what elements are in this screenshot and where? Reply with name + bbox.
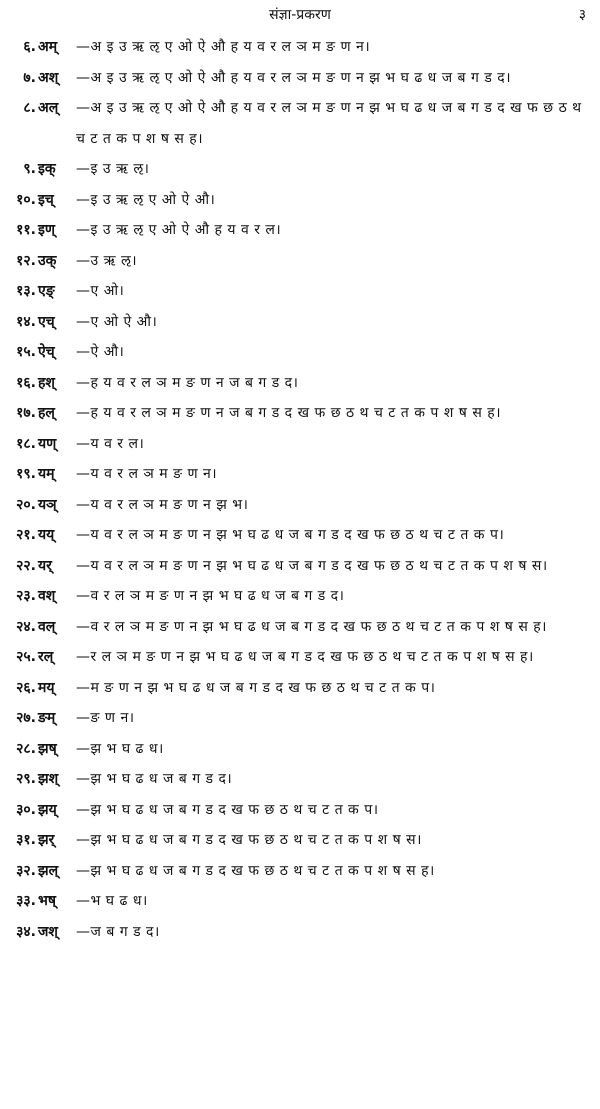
page-number: ३: [578, 7, 586, 23]
entry-number: ८.: [23, 100, 36, 116]
list-item: [0, 93, 600, 154]
entry-number: १८.: [16, 435, 36, 452]
entry-term: वश्: [38, 588, 56, 604]
entry-term: झय्: [38, 801, 57, 818]
list-item: [0, 764, 600, 795]
list-item: [0, 459, 600, 490]
entry-term: यञ्: [38, 496, 57, 513]
entry-term: इच्: [38, 191, 54, 208]
entry-letters: —भ घ ढ ध।: [76, 893, 148, 909]
entry-number: १०.: [16, 191, 36, 208]
running-title: संज्ञा-प्रकरण: [269, 7, 331, 23]
entry-number: १७.: [16, 405, 36, 421]
list-item: [0, 795, 600, 826]
list-item: [0, 520, 600, 551]
list-item: [0, 368, 600, 399]
entry-letters: —य व र ल ञ म ङ ण न झ भ घ ढ ध ज ब ग ड द ख फ छ ठ थ च ट त क प श ष स।: [76, 557, 548, 574]
entry-number: २२.: [16, 557, 36, 574]
entry-letters: —ह य व र ल ञ म ङ ण न ज ब ग ड द।: [76, 374, 299, 391]
entry-number: १३.: [16, 283, 36, 299]
entry-term: यम्: [38, 466, 55, 482]
entry-number: ३४.: [16, 923, 36, 940]
entry-letters: —म ङ ण न झ भ घ ढ ध ज ब ग ड द ख फ छ ठ थ च ट त क प।: [76, 679, 436, 696]
entry-letters: —र ल ञ म ङ ण न झ भ घ ढ ध ज ब ग ड द ख फ छ ठ थ च ट त क प श ष स ह।: [76, 649, 534, 665]
list-item: [0, 886, 600, 917]
entry-term: जश्: [38, 923, 58, 940]
entry-letters: —अ इ उ ऋ ऌ ए ओ ऐ औ ह य व र ल ञ म ङ ण न झ भ घ ढ ध ज ब ग ड द।: [76, 69, 512, 86]
entry-number: ९.: [23, 161, 36, 177]
entry-letters: —य व र ल ञ म ङ ण न।: [76, 466, 218, 482]
entry-number: १२.: [16, 252, 36, 269]
entry-term: यर्: [38, 557, 52, 574]
entry-number: १५.: [16, 344, 36, 360]
entry-number: २१.: [16, 527, 36, 543]
entry-letters: —झ भ घ ढ ध ज ब ग ड द ख फ छ ठ थ च ट त क प।: [76, 801, 379, 818]
entry-term: अश्: [38, 69, 59, 86]
entry-letters: —ङ ण न।: [76, 710, 135, 726]
entry-term: हल्: [38, 405, 55, 421]
entry-letters: —ए ओ ऐ औ।: [76, 313, 158, 330]
entry-letters: —इ उ ऋ ऌ ए ओ ऐ औ।: [76, 191, 216, 208]
list-item: [0, 337, 600, 368]
entry-number: २०.: [16, 496, 36, 513]
entry-letters: —झ भ घ ढ ध।: [76, 740, 164, 757]
entry-number: २७.: [16, 710, 36, 726]
entry-letters: —झ भ घ ढ ध ज ब ग ड द ख फ छ ठ थ च ट त क प श ष स।: [76, 832, 422, 848]
list-item: [0, 276, 600, 307]
entry-number: २५.: [16, 649, 36, 665]
entry-term: एङ्: [38, 283, 55, 299]
list-item: [0, 642, 600, 673]
entry-number: २४.: [16, 618, 36, 635]
list-item: [0, 63, 600, 94]
list-item: [0, 551, 600, 582]
entry-number: १९.: [16, 466, 36, 482]
list-item: [0, 825, 600, 856]
entry-letters: —ए ओ।: [76, 283, 125, 299]
entry-number: ६.: [23, 39, 36, 55]
list-item: [0, 917, 600, 948]
entry-letters: —व र ल ञ म ङ ण न झ भ घ ढ ध ज ब ग ड द ख फ छ ठ थ च ट त क प श ष स ह।: [76, 618, 547, 635]
list-item: [0, 215, 600, 246]
entry-term: यण्: [38, 435, 57, 452]
entry-letters: —य व र ल।: [76, 435, 145, 452]
entry-term: हश्: [38, 374, 55, 391]
entry-term: इण्: [38, 222, 55, 238]
entry-number: ३२.: [16, 862, 36, 879]
list-item: [0, 703, 600, 734]
entry-number: २८.: [16, 740, 36, 757]
entry-number: ११.: [16, 222, 36, 238]
list-item: [0, 673, 600, 704]
entry-list: [0, 32, 600, 947]
entry-number: ३०.: [16, 801, 36, 818]
entry-number: ३३.: [16, 893, 36, 909]
list-item: [0, 581, 600, 612]
entry-letters: —इ उ ऋ ऌ।: [76, 161, 150, 177]
list-item: [0, 429, 600, 460]
entry-term: यय्: [38, 527, 55, 543]
entry-number: ३१.: [16, 832, 36, 848]
entry-letters: —अ इ उ ऋ ऌ ए ओ ऐ औ ह य व र ल ञ म ङ ण न झ भ घ ढ ध ज ब ग ड द ख फ छ ठ थ च ट त क प श ष स ह।: [76, 100, 582, 147]
list-item: [0, 154, 600, 185]
entry-term: इक्: [38, 161, 56, 177]
list-item: [0, 185, 600, 216]
entry-letters: —उ ऋ ऌ।: [76, 252, 138, 269]
entry-term: ङम्: [38, 710, 56, 726]
entry-term: झश्: [38, 771, 59, 787]
list-item: [0, 307, 600, 338]
entry-term: मय्: [38, 679, 55, 696]
entry-letters: —य व र ल ञ म ङ ण न झ भ घ ढ ध ज ब ग ड द ख फ छ ठ थ च ट त क प।: [76, 527, 505, 543]
entry-letters: —अ इ उ ऋ ऌ ए ओ ऐ औ ह य व र ल ञ म ङ ण न।: [76, 39, 371, 55]
entry-letters: —व र ल ञ म ङ ण न झ भ घ ढ ध ज ब ग ड द।: [76, 588, 345, 604]
entry-letters: —झ भ घ ढ ध ज ब ग ड द।: [76, 771, 233, 787]
entry-number: २३.: [16, 588, 36, 604]
entry-term: ऐच्: [38, 344, 55, 360]
entry-letters: —य व र ल ञ म ङ ण न झ भ।: [76, 496, 249, 513]
entry-letters: —झ भ घ ढ ध ज ब ग ड द ख फ छ ठ थ च ट त क प श ष स ह।: [76, 862, 435, 879]
entry-term: रल्: [38, 649, 54, 665]
page-header: [0, 6, 600, 30]
entry-number: २६.: [16, 679, 36, 696]
entry-number: १४.: [16, 313, 36, 330]
entry-term: भष्: [38, 893, 56, 909]
entry-term: झर्: [38, 832, 55, 848]
list-item: [0, 246, 600, 277]
list-item: [0, 612, 600, 643]
entry-term: झष्: [38, 740, 57, 757]
entry-letters: —ज ब ग ड द।: [76, 923, 160, 940]
entry-letters: —इ उ ऋ ऌ ए ओ ऐ औ ह य व र ल।: [76, 222, 282, 238]
list-item: [0, 32, 600, 63]
list-item: [0, 856, 600, 887]
entry-term: उक्: [38, 252, 57, 269]
entry-term: अल्: [38, 100, 59, 116]
entry-number: ७.: [23, 69, 36, 86]
list-item: [0, 398, 600, 429]
entry-term: वल्: [38, 618, 56, 635]
entry-letters: —ह य व र ल ञ म ङ ण न ज ब ग ड द ख फ छ ठ थ च ट त क प श ष स ह।: [76, 405, 502, 421]
entry-term: अम्: [38, 39, 58, 55]
list-item: [0, 490, 600, 521]
entry-number: १६.: [16, 374, 36, 391]
entry-term: एच्: [38, 313, 55, 330]
list-item: [0, 734, 600, 765]
entry-letters: —ऐ औ।: [76, 344, 125, 360]
entry-number: २९.: [16, 771, 36, 787]
entry-term: झल्: [38, 862, 59, 879]
